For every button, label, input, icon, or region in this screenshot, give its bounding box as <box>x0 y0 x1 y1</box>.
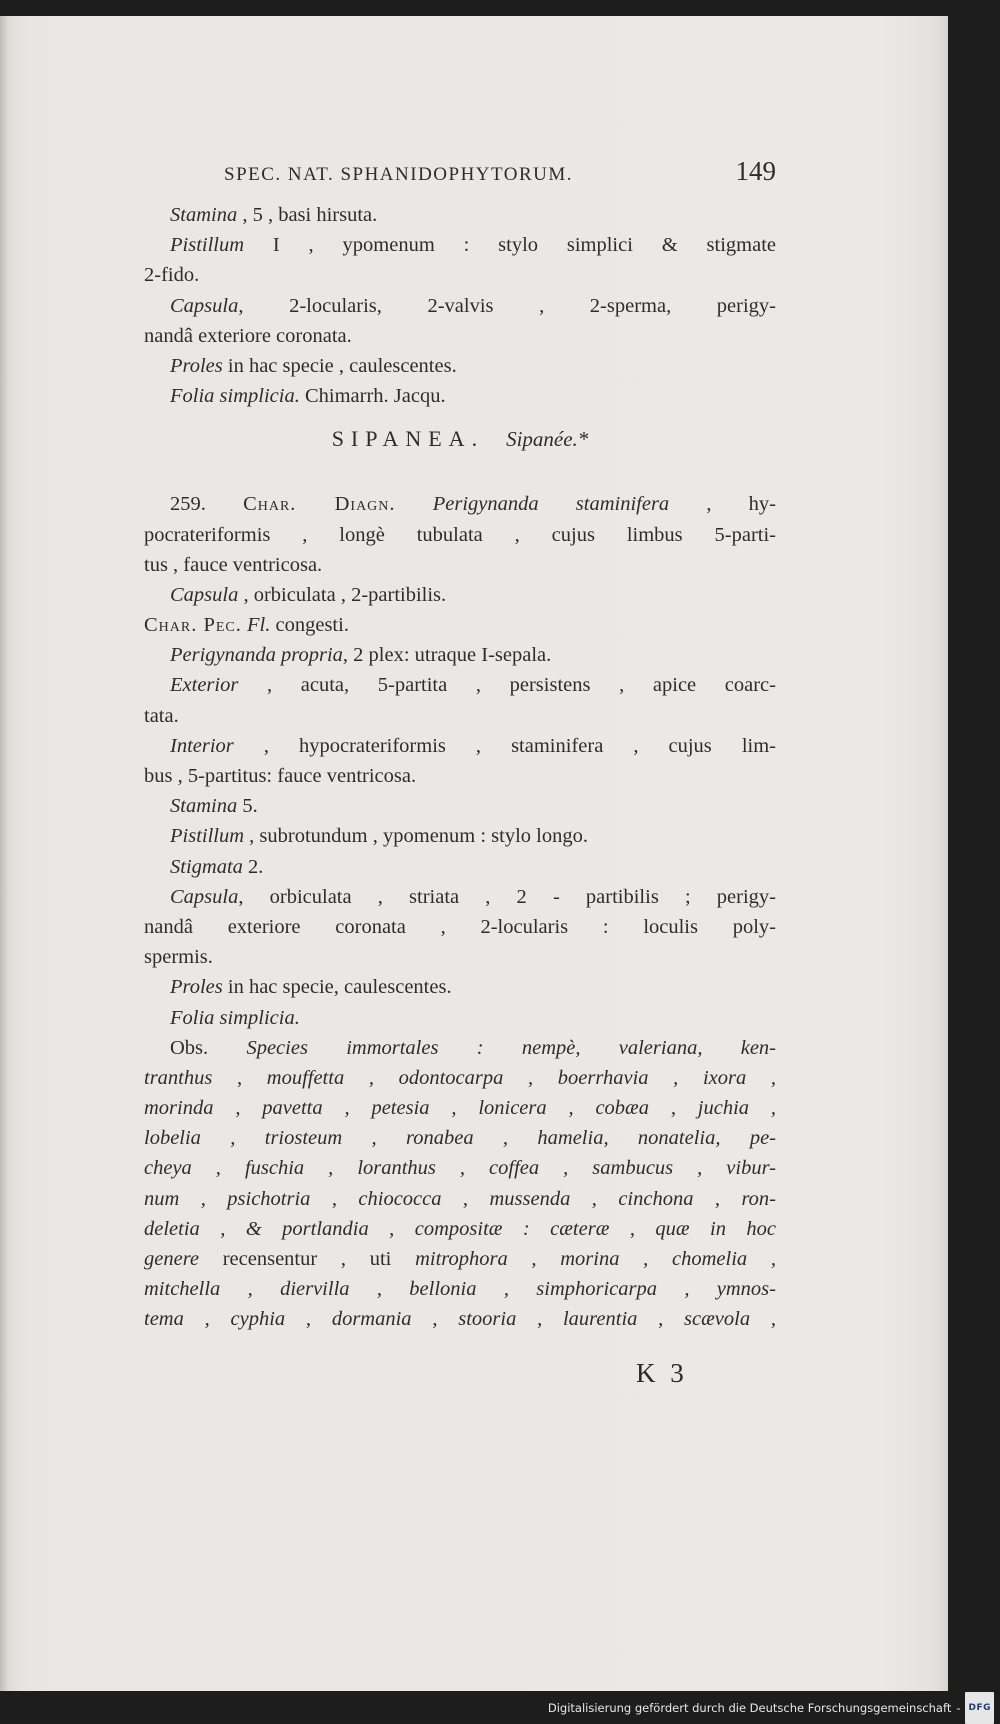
text-line-content <box>170 291 776 321</box>
text-line <box>144 1003 776 1033</box>
text-line <box>144 1153 776 1183</box>
text-lines <box>144 200 776 1335</box>
text-run: Proles <box>170 976 223 999</box>
genus-vernacular-name: Sipanée.* <box>506 427 589 452</box>
text-run: Stamina <box>170 795 238 818</box>
text-run: morinda , pavetta , petesia , lonicera , cobæa , juchia , <box>144 1097 776 1120</box>
text-run: tema , cyphia , dormania , stooria , laurentia , scævola , <box>144 1308 776 1331</box>
text-run: num , psichotria , chiococca , mussenda , cinchona , ron- <box>144 1187 776 1210</box>
text-run: in hac specie , caulescentes. <box>222 354 457 377</box>
running-head <box>224 156 776 200</box>
text-line-content <box>144 912 776 942</box>
text-line-content <box>144 1123 776 1153</box>
text-run: Capsula <box>170 294 239 317</box>
text-line <box>144 1063 776 1093</box>
text-run: deletia , & portlandia , compositæ : cæteræ , quæ in hoc <box>144 1217 776 1240</box>
page-text <box>144 156 776 1335</box>
text-line <box>144 321 776 351</box>
text-run: , hypocrateriformis , staminifera , cujus lim- <box>233 734 776 757</box>
text-line <box>144 701 776 731</box>
text-line-content <box>170 1033 776 1063</box>
text-run: , orbiculata , 2-partibilis. <box>238 583 447 606</box>
text-line-content <box>144 1274 776 1304</box>
text-line <box>144 1093 776 1123</box>
text-run: tata. <box>144 704 179 727</box>
text-line-content <box>144 1304 776 1334</box>
text-run: , orbiculata , striata , 2 - partibilis ; perigy- <box>238 885 776 908</box>
text-line <box>144 942 776 972</box>
text-run: tranthus , mouffetta , odontocarpa , boerrhavia , ixora , <box>144 1066 776 1089</box>
text-line-content <box>170 489 776 519</box>
text-run: Chimarrh. Jacqu. <box>299 385 446 408</box>
text-run: nandâ exteriore coronata , 2-locularis : loculis poly- <box>144 915 776 938</box>
text-line <box>144 640 776 670</box>
text-line <box>144 489 776 519</box>
text-line <box>144 520 776 550</box>
signature-mark: K 3 <box>636 1358 688 1388</box>
text-line <box>144 1274 776 1304</box>
text-line <box>144 1244 776 1274</box>
text-run: spermis. <box>144 946 213 969</box>
text-run: Species immortales : nempè, valeriana, ken- <box>246 1036 776 1059</box>
genus-heading <box>144 411 776 467</box>
text-run: Capsula <box>170 583 239 606</box>
text-line <box>144 821 776 851</box>
text-line <box>144 291 776 321</box>
text-line-content <box>144 1244 776 1274</box>
text-line-content <box>144 1153 776 1183</box>
text-run: Char. Diagn. <box>243 493 396 516</box>
text-run <box>396 493 433 515</box>
dfg-logo: DFG <box>965 1692 994 1724</box>
text-run: Stamina <box>170 204 238 226</box>
text-line <box>144 550 776 580</box>
text-line-content <box>170 882 776 912</box>
text-line-content <box>144 1063 776 1093</box>
text-line <box>144 761 776 791</box>
text-line <box>144 610 776 640</box>
text-run: Proles <box>170 354 223 377</box>
text-run: cheya , fuschia , loranthus , coffea , sambucus , vibur- <box>144 1157 776 1180</box>
text-run: Perigynanda staminifera <box>432 493 670 516</box>
text-line <box>144 580 776 610</box>
text-run: Interior <box>170 734 234 757</box>
text-line <box>144 1214 776 1244</box>
text-run: Exterior <box>170 674 239 697</box>
text-line <box>144 260 776 290</box>
text-run: Fl. <box>247 614 271 637</box>
text-line <box>144 1184 776 1214</box>
text-run: bus , 5-partitus: fauce ventricosa. <box>144 765 417 787</box>
text-run: , acuta, 5-partita , persistens , apice coarc- <box>238 674 776 697</box>
text-run: Pistillum <box>170 234 245 257</box>
text-line <box>144 791 776 821</box>
text-run: nandâ exteriore coronata. <box>144 324 352 347</box>
text-run: , subrotundum , ypomenum : stylo longo. <box>244 825 588 848</box>
text-line <box>144 731 776 761</box>
text-run: congesti. <box>270 614 349 637</box>
text-run: Obs. <box>170 1036 247 1059</box>
text-run: genere <box>144 1248 200 1270</box>
text-run: mitrophora , morina , chomelia , <box>415 1248 776 1270</box>
text-run: Pistillum <box>170 825 245 848</box>
text-line <box>144 1304 776 1334</box>
text-run: , 5 , basi hirsuta. <box>237 204 378 226</box>
text-run: 2-fido. <box>144 264 200 287</box>
text-run: in hac specie, caulescentes. <box>222 976 452 999</box>
text-run: 2. <box>242 855 264 878</box>
text-run: , hy- <box>669 493 777 516</box>
text-line-content <box>170 731 776 761</box>
text-line-content <box>144 1214 776 1244</box>
text-run: 259. <box>170 493 244 516</box>
text-run: 5. <box>237 795 258 818</box>
text-line <box>144 230 776 260</box>
text-line <box>144 351 776 381</box>
text-line-content <box>144 1184 776 1214</box>
text-line <box>144 1033 776 1063</box>
text-run: Folia simplicia. <box>170 385 300 408</box>
text-line <box>144 852 776 882</box>
book-page <box>0 16 948 1691</box>
text-line-content <box>170 670 776 700</box>
text-line-content <box>144 520 776 550</box>
text-run: Char. Pec. <box>144 614 242 637</box>
text-run: tus , fauce ventricosa. <box>144 553 323 576</box>
text-line <box>144 381 776 411</box>
text-line-content <box>170 230 776 260</box>
text-line <box>144 882 776 912</box>
page-number: 149 <box>735 156 776 186</box>
text-line-content <box>144 1093 776 1123</box>
text-run: recensentur , uti <box>199 1248 416 1270</box>
text-run: , 2 plex: utraque I-sepala. <box>342 644 552 667</box>
text-run: lobelia , triosteum , ronabea , hamelia, nonatelia, pe- <box>144 1127 776 1150</box>
footer-credit: Digitalisierung gefördert durch die Deutsche Forschungsgemeinschaft - DFG <box>548 1693 994 1723</box>
text-line <box>144 1123 776 1153</box>
text-run: Folia simplicia. <box>170 1006 300 1029</box>
footer-credit-text: Digitalisierung gefördert durch die Deutsche Forschungsgemeinschaft <box>547 1701 952 1715</box>
genus-name: SIPANEA. <box>331 426 485 452</box>
text-line <box>144 972 776 1002</box>
text-line <box>144 200 776 230</box>
text-run: Capsula <box>170 885 239 908</box>
text-run: Stigmata <box>170 855 243 878</box>
text-run: I , ypomenum : stylo simplici & stigmate <box>244 234 776 257</box>
text-line <box>144 670 776 700</box>
text-run: , 2-locularis, 2-valvis , 2-sperma, perigy- <box>238 294 776 317</box>
text-line <box>144 912 776 942</box>
text-run: mitchella , diervilla , bellonia , simphoricarpa , ymnos- <box>144 1278 776 1301</box>
running-head-title: SPEC. NAT. SPHANIDOPHYTORUM. <box>224 164 574 185</box>
text-run: Perigynanda propria <box>170 644 343 667</box>
text-run: pocrateriformis , longè tubulata , cujus limbus 5-parti- <box>144 523 776 546</box>
spacer <box>144 467 776 489</box>
